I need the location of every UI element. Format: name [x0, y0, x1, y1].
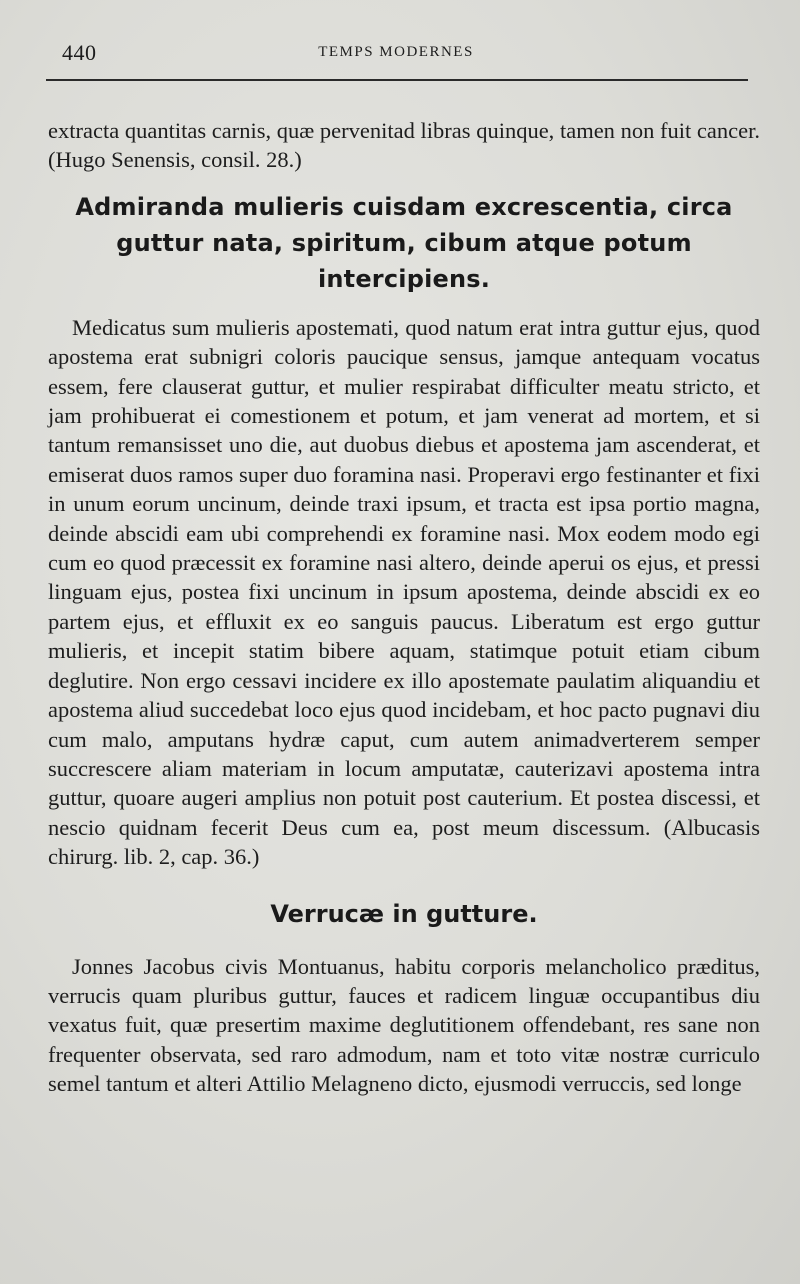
section-heading-admiranda: Admiranda mulieris cuisdam excrescentia, circa guttur nata, spiritum, cibum atque potum intercipiens. [75, 192, 733, 293]
intro-paragraph: extracta quantitas carnis, quæ pervenitad libras quinque, tamen non fuit cancer. (Hugo Senensis, consil. 28.) [48, 118, 760, 173]
running-title: TEMPS MODERNES [318, 44, 474, 60]
body-paragraph-albucasis: Medicatus sum mulieris apostemati, quod natum erat intra guttur ejus, quod apostema erat subnigri coloris paucique sensus, jamque antequam vocatus essem, fere clauserat guttur, et mulier respirabat difficulter meatu stricto, et jam prohibuerat ei comestionem et potum, et jam venerat ad mortem, et si tantum remansisset uno die, aut duobus diebus et apostema jam ascenderat, et emiserat duos ramos super duo foramina nasi. Properavi ergo festinanter et fixi in unum eorum uncinum, deinde traxi ipsum, et tracta est ipsa portio magna, deinde abscidi eam ubi comprehendi ex foramine nasi. Mox eodem modo egi cum eo quod præcessit ex foramine nasi altero, deinde aperui os ejus, et pressi linguam ejus, postea fixi uncinum in ipsum apostema, deinde abscidi ex eo partem ejus, et effluxit ex eo sanguis paucus. Liberatum est ergo guttur mulieris, et incepit statim bibere aquam, statimque potuit etiam cibum deglutire. Non ergo cessavi incidere ex illo apostemate paulatim aliquandiu et apostema aliud succedebat loco ejus quod incidebam, et hoc pacto pugnavi diu cum malo, amputans hydræ caput, cum autem animadverterem semper succrescere aliam materiam in locum amputatæ, cauterizavi apostema intra guttur, quoare augeri amplius non potuit post cauterium. Et postea discessi, et nescio quidnam fecerit Deus cum ea, post meum discessum. (Albucasis chirurg. lib. 2, cap. 36.) [48, 314, 760, 870]
page-body [48, 116, 760, 1099]
header-rule [46, 79, 748, 81]
body-paragraph-jonnes: Jonnes Jacobus civis Montuanus, habitu corporis melancholico præditus, verrucis quam pluribus guttur, fauces et radicem linguæ occupantibus diu vexatus fuit, quæ presertim maxime deglutitionem offendebant, res sane non frequenter observata, sed raro admodum, nam et toto vitæ nostræ curriculo semel tantum et alteri Attilio Melagneno dicto, ejusmodi verruccis, sed longe [48, 953, 760, 1097]
section-heading-verrucae: Verrucæ in gutture. [270, 899, 538, 928]
running-head [46, 38, 746, 68]
page-number: 440 [62, 40, 97, 65]
